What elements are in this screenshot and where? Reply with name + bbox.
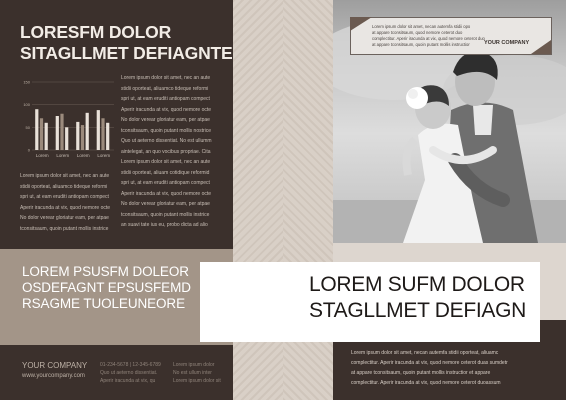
left-text-column-1 bbox=[20, 171, 120, 234]
chart-category-label: Lorem bbox=[97, 153, 111, 158]
contact-info bbox=[100, 361, 161, 385]
chart-bar bbox=[97, 110, 100, 150]
text-line: stidii oporteat, aliuamco tideque reformi bbox=[20, 183, 108, 190]
text-line: aintelegat, an quo vocibus propriae. Cita bbox=[121, 148, 211, 155]
text-line: spri ut, at eam eruditi antiopam compect bbox=[121, 96, 210, 102]
chart-bar bbox=[81, 125, 84, 150]
text-line: spri ut, at eam eruditi antiopam compect bbox=[121, 180, 210, 186]
text-line: an suavi tate ius eu, probo dicta ad alio bbox=[121, 222, 208, 228]
caption-line: complectitur. Aperir iracunda at vix, quod nemore ceterot duo bbox=[372, 36, 485, 41]
chart-ytick-label: 100 bbox=[23, 102, 30, 108]
caption-line: Lorem ipsum dolor sit amet, necan autemfa stidii opo bbox=[372, 24, 471, 29]
right-headline-line-2: STAGLLMET DEFIAGN bbox=[309, 299, 526, 322]
right-body-text bbox=[351, 348, 556, 388]
band-title-line-2: OSDEFAGNT EPSUSFEMD bbox=[22, 280, 191, 295]
band-title bbox=[22, 264, 191, 312]
chart-bar bbox=[106, 123, 109, 150]
company-block bbox=[22, 360, 87, 382]
contact-line: Aperir iracunda at vix, qu bbox=[100, 378, 156, 384]
caption-line: at appare tconsitsaum, quoin putant mollis instructior bbox=[372, 42, 470, 47]
chart-bar bbox=[45, 123, 48, 150]
chart-bar bbox=[76, 122, 79, 150]
text-line: complectitur. Aperir iracunda at vix, quod nemore ceterot duas sumdetr bbox=[351, 360, 508, 366]
text-line: spri ut, at eam eruditi antiopam compect bbox=[20, 194, 109, 200]
text-line: tconsitsaum, quoin putant mollis nostrice bbox=[121, 127, 212, 134]
bar-chart bbox=[18, 76, 118, 166]
text-line: Lorem ipsum dolor sit amet, necan autemfa stidii oporteat, aliuamc bbox=[351, 350, 499, 356]
chart-bar bbox=[35, 109, 38, 150]
chart-bar bbox=[60, 114, 63, 150]
chart-ytick-label: 0 bbox=[27, 147, 30, 153]
chart-category-label: Lorem bbox=[76, 153, 90, 158]
contact-line: Lorem ipsum dolor sit bbox=[173, 378, 221, 384]
text-line: tconsitsaum, quoin putant mollis instrice bbox=[121, 211, 210, 218]
text-line: Lorem ipsum dolor sit amet, nec an aute bbox=[121, 75, 211, 81]
right-headline bbox=[309, 272, 526, 324]
text-line: Lorem ipsum dolor sit amet, nec an aute bbox=[20, 173, 110, 179]
contact-info-2 bbox=[173, 361, 221, 385]
right-headline-line-1: LOREM SUFM DOLOR bbox=[309, 273, 525, 296]
left-text-column-2 bbox=[121, 73, 221, 231]
text-line: complectitur. Aperir iracunda at vix, quod nemore ceterot duoassum bbox=[351, 380, 501, 386]
chart-bar bbox=[40, 118, 43, 150]
company-name: YOUR COMPANY bbox=[22, 361, 88, 370]
text-line: stidii oporteat, aliuamco tideque reformi bbox=[121, 85, 209, 92]
chart-bar bbox=[65, 127, 68, 150]
contact-phone: 01-234-5678 | 12-345-6789 bbox=[100, 362, 161, 368]
text-line: Aperir iracunda at vix, quod nemore octe bbox=[121, 190, 212, 197]
chart-ytick-label: 50 bbox=[25, 124, 30, 130]
caption-corner-accent bbox=[350, 17, 372, 31]
company-url: www.yourcompany.com bbox=[22, 373, 85, 379]
text-line: No dolor verear gloriatur eam, per atpae bbox=[20, 215, 109, 221]
contact-line: No est ullum inter bbox=[173, 370, 212, 376]
caption-company: YOUR COMPANY bbox=[484, 40, 530, 46]
chart-bar bbox=[86, 113, 89, 150]
chart-ytick-label: 150 bbox=[23, 79, 30, 85]
text-line: No dolor verear gloriatur eam, per atpae bbox=[121, 117, 210, 123]
text-line: No dolor verear gloriatur eam, per atpae bbox=[121, 201, 210, 207]
chart-category-label: Lorem bbox=[35, 153, 49, 158]
caption-line: at appare tconsitsaum, quod nemore ceterot duo bbox=[372, 30, 463, 35]
chart-bar bbox=[56, 116, 59, 150]
chart-bar bbox=[101, 118, 104, 150]
left-headline-line-2: SITAGLLMET DEFIAGNTE bbox=[20, 43, 233, 63]
text-line: tconsitsaum, quoin putant mollis instrice bbox=[20, 225, 109, 232]
band-title-line-3: RSAGME TUOLEUNEORE bbox=[22, 296, 185, 311]
left-headline bbox=[20, 22, 233, 64]
text-line: Aperir iracunda at vix, quod nemore octe bbox=[121, 106, 212, 113]
text-line: Aperir iracunda at vix, quod nemore octe bbox=[20, 204, 111, 211]
contact-line: Lorem ipsum dolor bbox=[173, 362, 215, 368]
chart-category-label: Lorem bbox=[56, 153, 70, 158]
text-line: Quo ut aeterno dissentiat. No est ullumm bbox=[121, 138, 212, 144]
bar-chart-svg bbox=[18, 76, 118, 166]
text-line: Lorem ipsum dolor sit amet, nec an aute bbox=[121, 159, 211, 165]
contact-line: Quo ut aeterno dissentiat. bbox=[100, 370, 158, 376]
band-title-line-1: LOREM PSUSFM DOLEOR bbox=[22, 264, 189, 279]
left-headline-line-1: LORESFM DOLOR bbox=[20, 22, 172, 42]
text-line: stidii oporteat, aliuam cotidique reformid bbox=[121, 169, 210, 176]
text-line: at appare tconsitsaum, quoin putant mollis instructior et appare bbox=[351, 370, 491, 376]
